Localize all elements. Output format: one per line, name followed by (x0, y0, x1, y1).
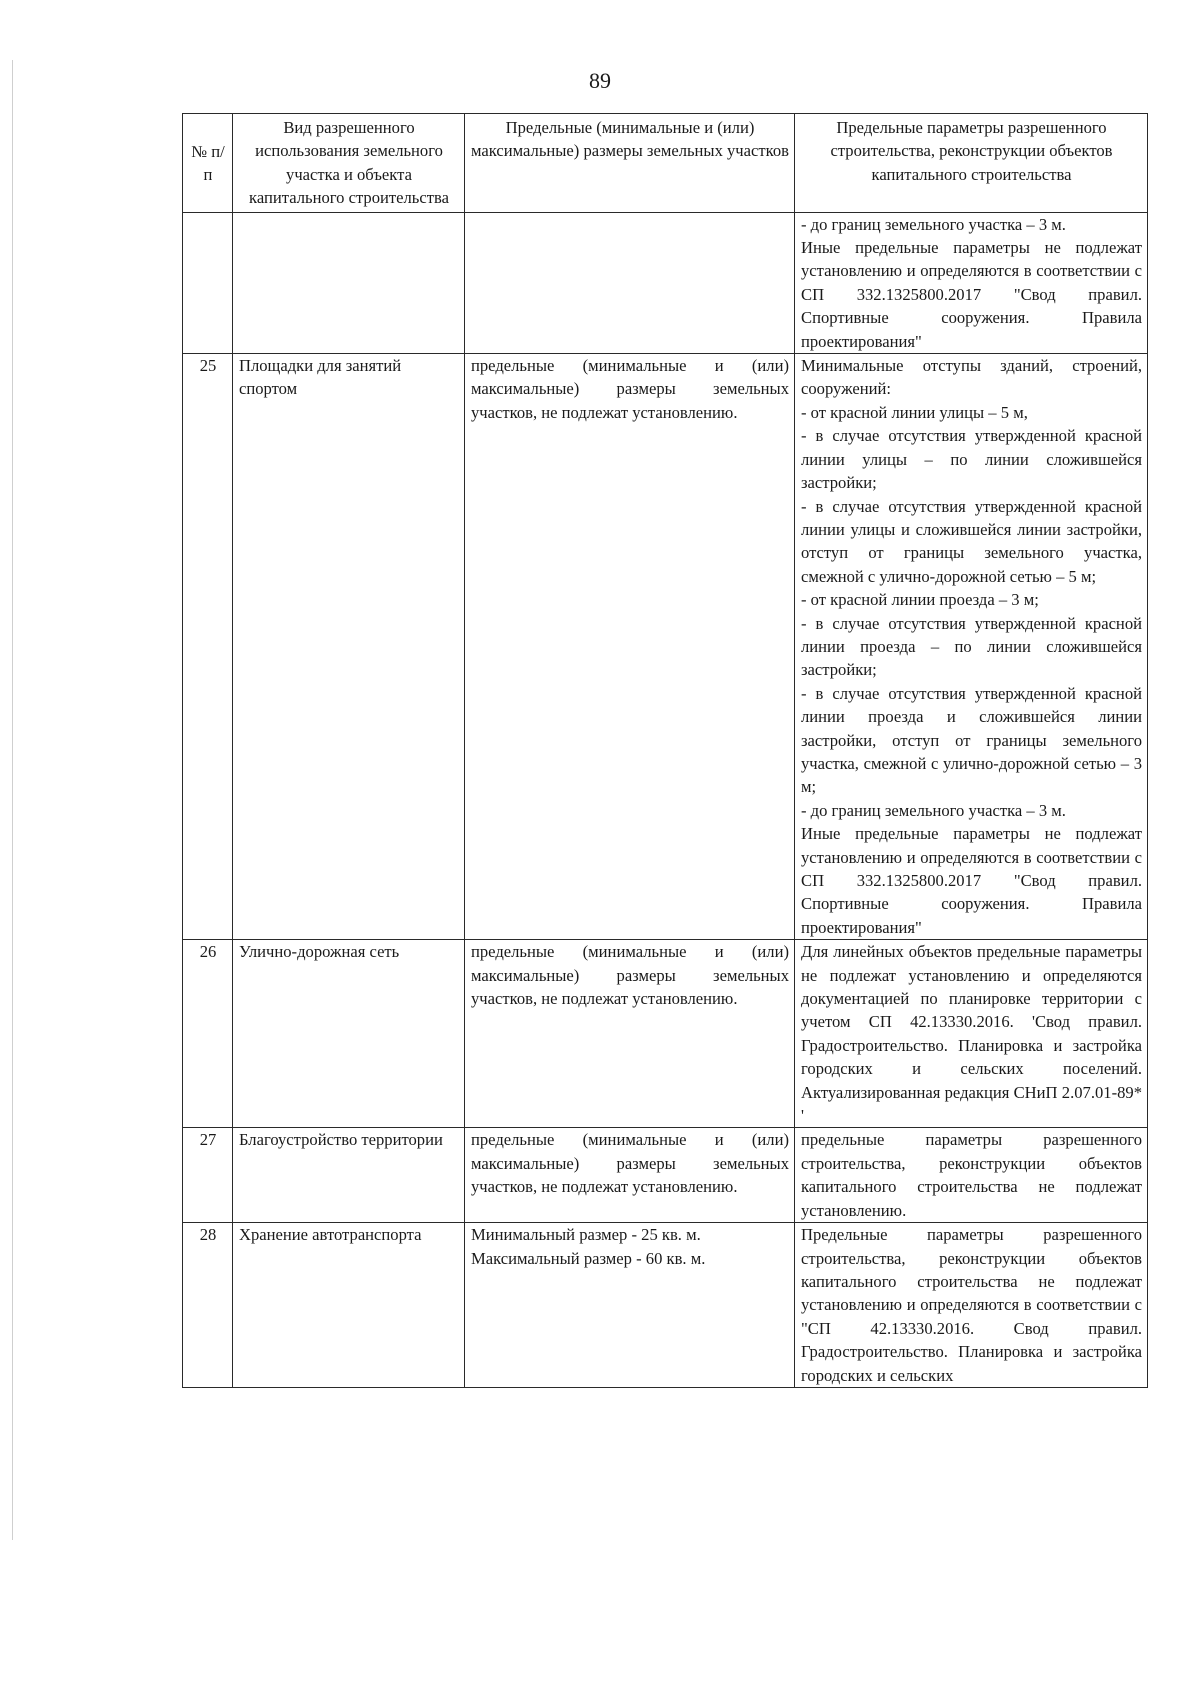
cell-land-size: предельные (минимальные и (или) максимальные) размеры земельных участков, не подлежат установлению. (465, 1128, 795, 1223)
scan-edge-line (12, 60, 13, 1540)
header-number: № п/п (183, 114, 233, 213)
header-land-size: Предельные (минимальные и (или) максимальные) размеры земельных участков (465, 114, 795, 213)
params-line: предельные параметры разрешенного строительства, реконструкции объектов капитального строительства не подлежат установлению. (801, 1130, 1142, 1220)
cell-number: 26 (183, 940, 233, 1128)
cell-number (183, 212, 233, 353)
params-line: Минимальные отступы зданий, строений, сооружений: (801, 356, 1142, 399)
table-row-27 (183, 1128, 1148, 1223)
table-row-26 (183, 940, 1148, 1128)
size-line: Минимальный размер - 25 кв. м. (471, 1225, 701, 1245)
params-line: - от красной линии проезда – 3 м; (801, 590, 1039, 610)
cell-construction-params (795, 1223, 1148, 1388)
params-line: - в случае отсутствия утвержденной красной линии проезда – по линии сложившейся застройки; (801, 613, 1142, 680)
params-line: - в случае отсутствия утвержденной красной линии улицы – по линии сложившейся застройки; (801, 426, 1142, 493)
cell-use-kind (233, 212, 465, 353)
cell-construction-params (795, 212, 1148, 353)
params-line: - в случае отсутствия утвержденной красной линии улицы и сложившейся линии застройки, отступ от границы земельного участка, смежной с улично-дорожной сетью – 5 м; (801, 496, 1142, 586)
cell-use-kind: Благоустройство территории (233, 1128, 465, 1223)
regulations-table (182, 113, 1148, 1388)
params-line: Для линейных объектов предельные параметры не подлежат установлению и определяются документацией по планировке территории с учетом СП 42.13330.2016. 'Свод правил. Градостроительство. Планировка и застройка городских и сельских поселений. Актуализированная редакция СНиП 2.07.01-89* ' (801, 942, 1142, 1126)
params-line: - до границ земельного участка – 3 м. (801, 214, 1066, 234)
cell-land-size (465, 212, 795, 353)
cell-construction-params (795, 1128, 1148, 1223)
table-row-25 (183, 354, 1148, 940)
params-line: - от красной линии улицы – 5 м, (801, 402, 1028, 422)
cell-construction-params (795, 354, 1148, 940)
params-line: Предельные параметры разрешенного строительства, реконструкции объектов капитального строительства не подлежат установлению и определяются в соответствии с "СП 42.13330.2016. Свод правил. Градостроительство. Планировка и застройка городских и сельских (801, 1225, 1142, 1385)
params-line: - в случае отсутствия утвержденной красной линии проезда и сложившейся линии застройки, отступ от границы земельного участка, смежной с улично-дорожной сетью – 3 м; (801, 683, 1142, 797)
table-row-28 (183, 1223, 1148, 1388)
params-line: - до границ земельного участка – 3 м. (801, 800, 1066, 820)
header-use-kind: Вид разрешенного использования земельного участка и объекта капитального строительства (233, 114, 465, 213)
cell-land-size: предельные (минимальные и (или) максимальные) размеры земельных участков, не подлежат установлению. (465, 940, 795, 1128)
table-header-row (183, 114, 1148, 213)
cell-land-size (465, 1223, 795, 1388)
cell-use-kind: Улично-дорожная сеть (233, 940, 465, 1128)
cell-land-size: предельные (минимальные и (или) максимальные) размеры земельных участков, не подлежат установлению. (465, 354, 795, 940)
size-line: Максимальный размер - 60 кв. м. (471, 1248, 706, 1268)
header-construction-params: Предельные параметры разрешенного строительства, реконструкции объектов капитального строительства (795, 114, 1148, 213)
cell-use-kind: Площадки для занятий спортом (233, 354, 465, 940)
table-row-continuation (183, 212, 1148, 353)
cell-number: 27 (183, 1128, 233, 1223)
params-line: Иные предельные параметры не подлежат установлению и определяются в соответствии с СП 332.1325800.2017 "Свод правил. Спортивные сооружения. Правила проектирования" (801, 824, 1142, 937)
params-line: Иные предельные параметры не подлежат установлению и определяются в соответствии с СП 332.1325800.2017 "Свод правил. Спортивные сооружения. Правила проектирования" (801, 238, 1142, 351)
cell-use-kind: Хранение автотранспорта (233, 1223, 465, 1388)
cell-number: 28 (183, 1223, 233, 1388)
cell-number: 25 (183, 354, 233, 940)
cell-construction-params (795, 940, 1148, 1128)
page-number: 89 (589, 68, 611, 93)
